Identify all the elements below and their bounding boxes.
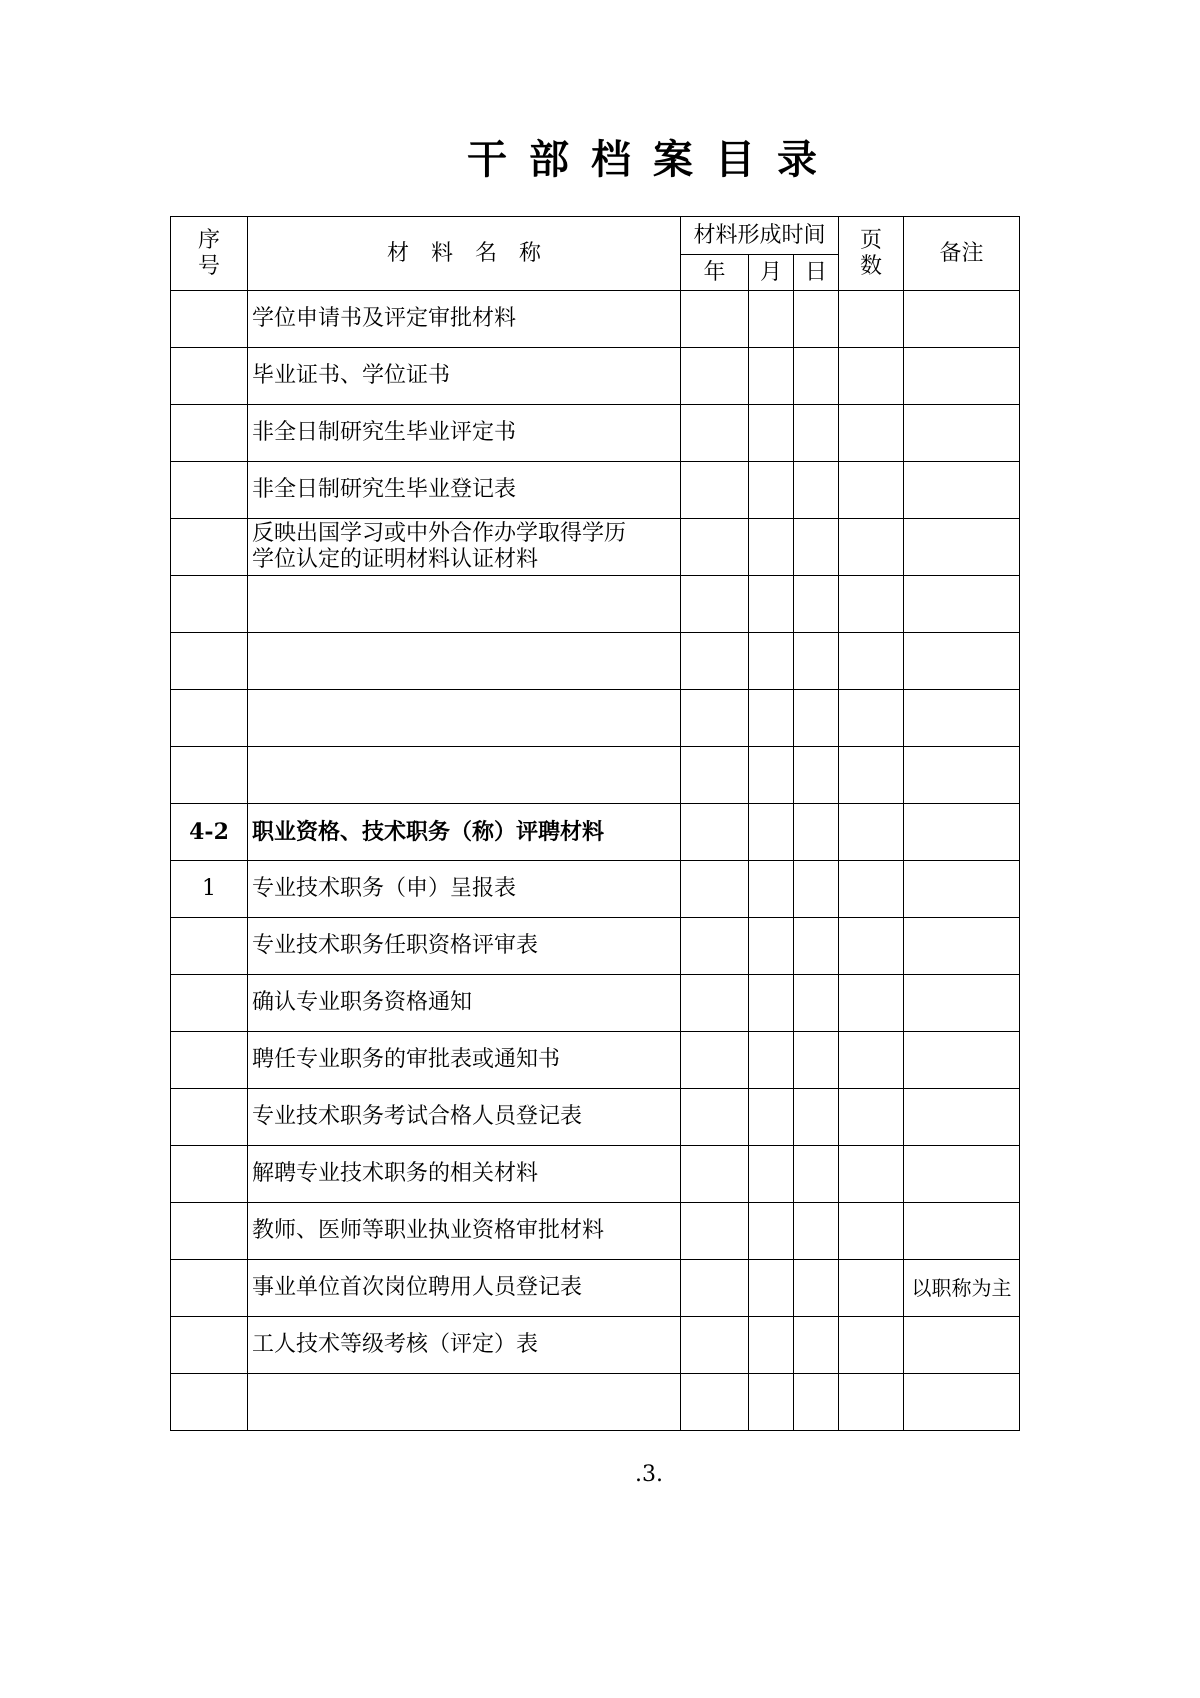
- row-year-cell: [681, 1374, 749, 1431]
- row-pages-cell: [839, 918, 904, 975]
- row-material-name-line1: 反映出国学习或中外合作办学取得学历: [252, 521, 627, 546]
- row-seq: [171, 1260, 248, 1317]
- row-pages-cell: [839, 1260, 904, 1317]
- row-month-cell: [749, 405, 794, 462]
- row-material-name: [248, 519, 681, 576]
- row-year-cell: [681, 405, 749, 462]
- row-pages-cell: [839, 519, 904, 576]
- row-year-cell: [681, 747, 749, 804]
- row-pages-cell: [839, 405, 904, 462]
- row-note: [904, 1146, 1020, 1203]
- row-year-cell: [681, 1203, 749, 1260]
- row-seq: [171, 975, 248, 1032]
- row-month-cell: [749, 1089, 794, 1146]
- row-material-name: 解聘专业技术职务的相关材料: [248, 1146, 681, 1203]
- header-month: 月: [749, 255, 794, 291]
- row-month-cell: [749, 747, 794, 804]
- row-year-cell: [681, 918, 749, 975]
- row-note: [904, 462, 1020, 519]
- row-day-cell: [794, 348, 839, 405]
- row-material-name: 职业资格、技术职务（称）评聘材料: [248, 804, 681, 861]
- row-seq: [171, 1317, 248, 1374]
- row-material-name: 事业单位首次岗位聘用人员登记表: [248, 1260, 681, 1317]
- row-material-name: 专业技术职务考试合格人员登记表: [248, 1089, 681, 1146]
- header-pages-line1: 页: [860, 227, 883, 253]
- table-row: [171, 576, 1020, 633]
- row-note: [904, 690, 1020, 747]
- row-year-cell: [681, 633, 749, 690]
- row-material-name: 确认专业职务资格通知: [248, 975, 681, 1032]
- row-seq: [171, 405, 248, 462]
- row-material-name: [248, 690, 681, 747]
- row-seq: [171, 462, 248, 519]
- row-seq: [171, 1089, 248, 1146]
- header-time-group: 材料形成时间: [681, 217, 839, 255]
- table-row: [171, 633, 1020, 690]
- table-row: [171, 348, 1020, 405]
- row-seq: [171, 1146, 248, 1203]
- row-year-cell: [681, 291, 749, 348]
- row-month-cell: [749, 462, 794, 519]
- row-note: [904, 747, 1020, 804]
- table-row: [171, 747, 1020, 804]
- row-year-cell: [681, 1260, 749, 1317]
- header-day: 日: [794, 255, 839, 291]
- table-row: [171, 519, 1020, 576]
- row-month-cell: [749, 690, 794, 747]
- row-month-cell: [749, 861, 794, 918]
- row-month-cell: [749, 576, 794, 633]
- row-year-cell: [681, 576, 749, 633]
- catalog-table: [170, 216, 1020, 1431]
- row-day-cell: [794, 918, 839, 975]
- row-month-cell: [749, 1260, 794, 1317]
- row-seq: 4-2: [171, 804, 248, 861]
- row-seq: [171, 1032, 248, 1089]
- row-day-cell: [794, 1317, 839, 1374]
- row-day-cell: [794, 1089, 839, 1146]
- table-row: [171, 1317, 1020, 1374]
- row-seq: [171, 918, 248, 975]
- row-material-name: 专业技术职务（申）呈报表: [248, 861, 681, 918]
- row-seq: [171, 291, 248, 348]
- row-day-cell: [794, 633, 839, 690]
- row-year-cell: [681, 1032, 749, 1089]
- table-row: [171, 861, 1020, 918]
- row-seq: 1: [171, 861, 248, 918]
- row-pages-cell: [839, 1317, 904, 1374]
- row-day-cell: [794, 462, 839, 519]
- row-day-cell: [794, 519, 839, 576]
- row-pages-cell: [839, 1089, 904, 1146]
- header-row-top: [171, 217, 1020, 255]
- row-seq: [171, 576, 248, 633]
- row-day-cell: [794, 747, 839, 804]
- row-note: [904, 405, 1020, 462]
- row-note: [904, 633, 1020, 690]
- table-row: [171, 1032, 1020, 1089]
- row-month-cell: [749, 348, 794, 405]
- row-year-cell: [681, 1089, 749, 1146]
- row-month-cell: [749, 1203, 794, 1260]
- row-month-cell: [749, 633, 794, 690]
- row-note: [904, 1032, 1020, 1089]
- row-month-cell: [749, 1317, 794, 1374]
- row-material-name: 教师、医师等职业执业资格审批材料: [248, 1203, 681, 1260]
- row-day-cell: [794, 1203, 839, 1260]
- row-pages-cell: [839, 1374, 904, 1431]
- row-month-cell: [749, 918, 794, 975]
- row-day-cell: [794, 804, 839, 861]
- row-material-name: [248, 747, 681, 804]
- row-day-cell: [794, 1260, 839, 1317]
- table-row: [171, 918, 1020, 975]
- row-year-cell: [681, 1317, 749, 1374]
- row-material-name: 聘任专业职务的审批表或通知书: [248, 1032, 681, 1089]
- row-note: [904, 1089, 1020, 1146]
- row-seq: [171, 747, 248, 804]
- row-day-cell: [794, 1032, 839, 1089]
- row-month-cell: [749, 1032, 794, 1089]
- table-row: [171, 690, 1020, 747]
- row-pages-cell: [839, 633, 904, 690]
- row-seq: [171, 1203, 248, 1260]
- table-row: [171, 1203, 1020, 1260]
- row-pages-cell: [839, 291, 904, 348]
- row-pages-cell: [839, 1032, 904, 1089]
- row-day-cell: [794, 690, 839, 747]
- header-year: 年: [681, 255, 749, 291]
- row-day-cell: [794, 291, 839, 348]
- row-material-name-line2: 学位认定的证明材料认证材料: [252, 547, 539, 572]
- row-day-cell: [794, 576, 839, 633]
- row-note: [904, 804, 1020, 861]
- row-note: [904, 1317, 1020, 1374]
- table-row: [171, 1260, 1020, 1317]
- row-pages-cell: [839, 348, 904, 405]
- row-note: [904, 975, 1020, 1032]
- row-day-cell: [794, 1374, 839, 1431]
- row-year-cell: [681, 861, 749, 918]
- row-material-name: 专业技术职务任职资格评审表: [248, 918, 681, 975]
- row-material-name: [248, 1374, 681, 1431]
- row-note: [904, 519, 1020, 576]
- row-seq: [171, 633, 248, 690]
- row-material-name: 毕业证书、学位证书: [248, 348, 681, 405]
- row-pages-cell: [839, 1203, 904, 1260]
- table-row: [171, 1374, 1020, 1431]
- row-note: [904, 1203, 1020, 1260]
- row-seq: [171, 348, 248, 405]
- row-month-cell: [749, 291, 794, 348]
- row-material-name: 非全日制研究生毕业登记表: [248, 462, 681, 519]
- row-day-cell: [794, 975, 839, 1032]
- row-year-cell: [681, 975, 749, 1032]
- row-note: [904, 1374, 1020, 1431]
- row-year-cell: [681, 1146, 749, 1203]
- row-month-cell: [749, 519, 794, 576]
- table-row: [171, 405, 1020, 462]
- table-row: [171, 1146, 1020, 1203]
- header-seq-line1: 序: [197, 227, 220, 253]
- row-note: [904, 348, 1020, 405]
- row-pages-cell: [839, 576, 904, 633]
- row-day-cell: [794, 861, 839, 918]
- row-note: 以职称为主: [904, 1260, 1020, 1317]
- row-material-name: 工人技术等级考核（评定）表: [248, 1317, 681, 1374]
- row-note: [904, 291, 1020, 348]
- row-pages-cell: [839, 804, 904, 861]
- row-pages-cell: [839, 861, 904, 918]
- row-material-name: 非全日制研究生毕业评定书: [248, 405, 681, 462]
- row-day-cell: [794, 1146, 839, 1203]
- row-note: [904, 918, 1020, 975]
- table-row: [171, 804, 1020, 861]
- header-pages-line2: 数: [860, 253, 883, 279]
- row-material-name: [248, 576, 681, 633]
- row-material-name: 学位申请书及评定审批材料: [248, 291, 681, 348]
- table-row: [171, 291, 1020, 348]
- row-year-cell: [681, 690, 749, 747]
- row-year-cell: [681, 348, 749, 405]
- row-year-cell: [681, 519, 749, 576]
- row-pages-cell: [839, 747, 904, 804]
- header-pages: [839, 217, 904, 291]
- row-material-name: [248, 633, 681, 690]
- catalog-body: [171, 291, 1020, 1431]
- row-pages-cell: [839, 462, 904, 519]
- row-seq: [171, 1374, 248, 1431]
- row-note: [904, 861, 1020, 918]
- row-year-cell: [681, 804, 749, 861]
- row-note: [904, 576, 1020, 633]
- document-title: 干部档案目录: [467, 137, 839, 183]
- row-seq: [171, 690, 248, 747]
- header-material-name: 材 料 名 称: [248, 217, 681, 291]
- table-row: [171, 462, 1020, 519]
- row-pages-cell: [839, 1146, 904, 1203]
- row-month-cell: [749, 1146, 794, 1203]
- row-pages-cell: [839, 690, 904, 747]
- row-month-cell: [749, 1374, 794, 1431]
- table-row: [171, 1089, 1020, 1146]
- table-row: [171, 975, 1020, 1032]
- row-month-cell: [749, 804, 794, 861]
- header-seq-line2: 号: [197, 253, 220, 279]
- page-number: .3.: [635, 1462, 663, 1487]
- row-pages-cell: [839, 975, 904, 1032]
- row-year-cell: [681, 462, 749, 519]
- row-month-cell: [749, 975, 794, 1032]
- row-seq: [171, 519, 248, 576]
- header-seq: [171, 217, 248, 291]
- row-day-cell: [794, 405, 839, 462]
- header-note: 备注: [904, 217, 1020, 291]
